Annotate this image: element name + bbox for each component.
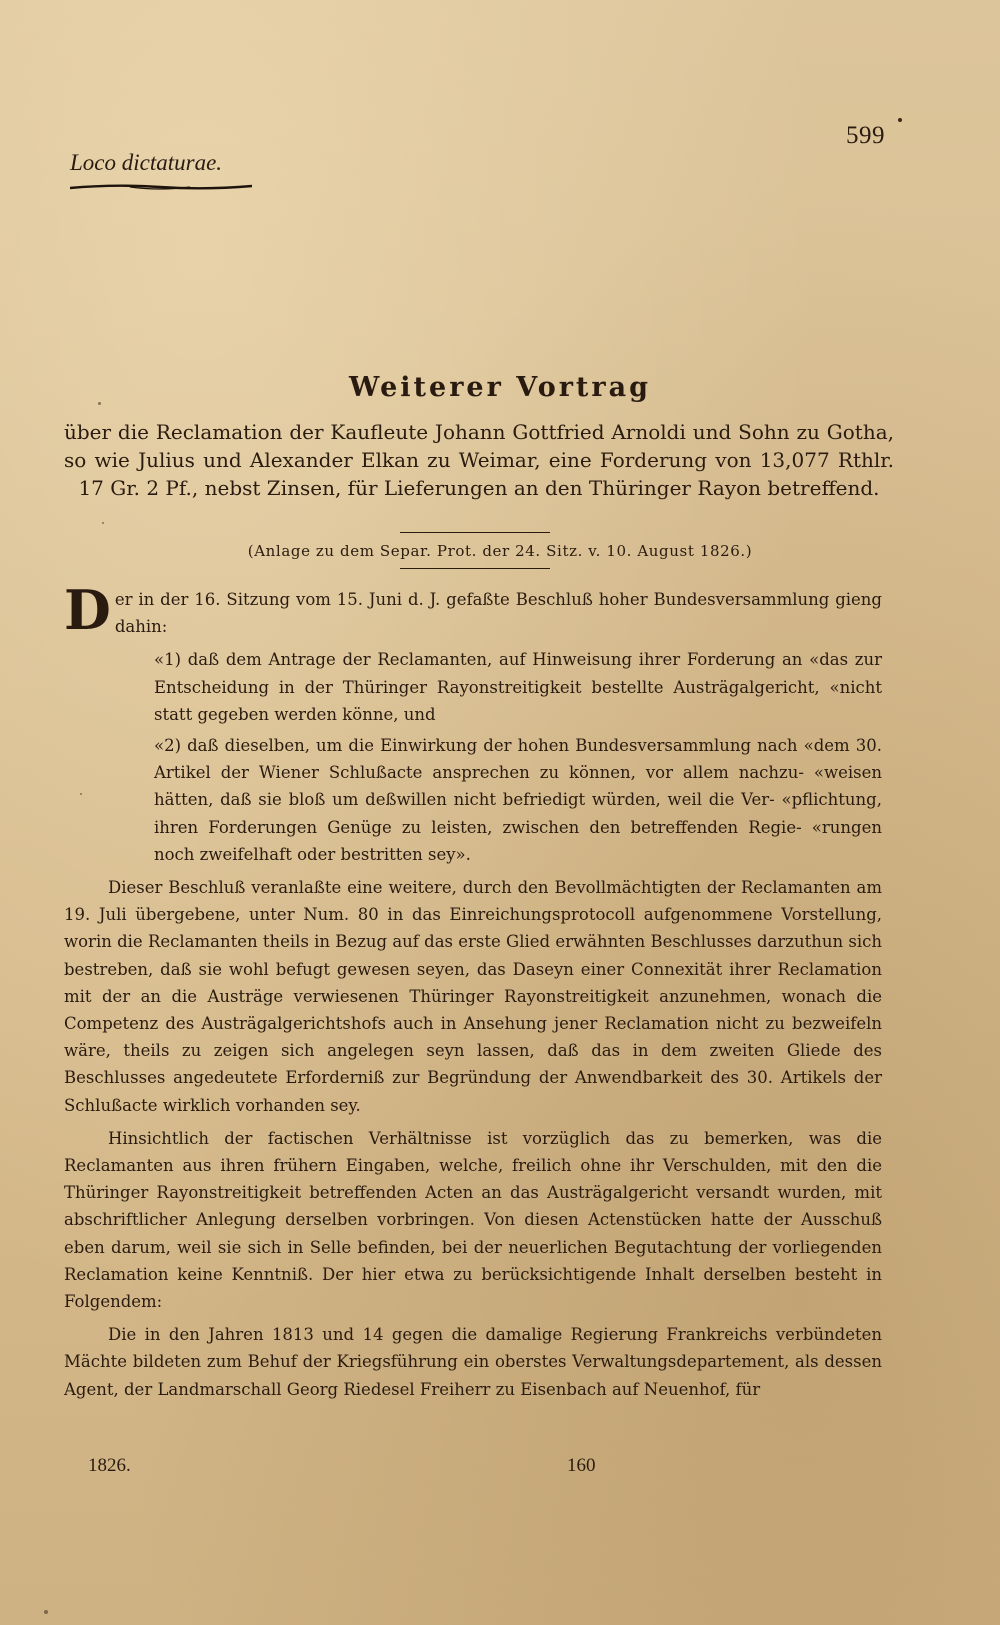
- paragraph: Die in den Jahren 1813 und 14 gegen die damalige Regierung Frankreichs verbündeten Mächte bildeten zum Behuf der Kriegsführung ein oberstes Verwaltungsdepartement, als dessen Agent, der Landmarschall Georg Riedesel Freiherr zu Eisenbach auf Neuenhof, für: [64, 1325, 882, 1399]
- paper-speck: [102, 522, 104, 524]
- paragraph-text: er in der 16. Sitzung vom 15. Juni d. J. gefaßte Beschluß hoher Bundesversammlung gieng dahin:: [114, 590, 882, 637]
- paper-speck: [98, 402, 101, 405]
- paragraph: Hinsichtlich der factischen Verhältnisse ist vorzüglich das zu bemerken, was die Reclamanten aus ihren frühern Eingaben, welche, freilich ohne ihr Verschulden, mit den die Thüringer Rayonstreitigkeit betreffenden Acten an das Austrägalgericht versandt wurden, mit abschriftlicher Anlegung derselben vorbringen. Von diesen Actenstücken hatte der Ausschuß eben darum, weil sie sich in Selle befinden, bei der neuerlichen Begutachtung der vorliegenden Reclamation keine Kenntniß. Der hier etwa zu berücksichtigende Inhalt derselben besteht in Folgendem:: [64, 1128, 882, 1312]
- separator-rule: [400, 532, 550, 533]
- annex-reference: (Anlage zu dem Separ. Prot. der 24. Sitz. v. 10. August 1826.): [247, 542, 753, 560]
- drop-cap: D: [64, 578, 111, 642]
- paragraph: [64, 578, 882, 642]
- separator-rule: [400, 568, 550, 569]
- paragraph: Dieser Beschluß veranlaßte eine weitere, durch den Bevollmächtigten der Reclamanten am 19. Juli übergebene, unter Num. 80 in das Einreichungsprotocoll aufgenommene Vorstellung, worin die Reclamanten theils in Bezug auf das erste Glied erwähnten Beschlusses darzuthun sich bestreben, daß sie wohl befugt gewesen seyen, das Daseyn einer Connexität ihrer Reclamation mit der an die Austräge verwiesenen Thüringer Rayonstreitigkeit anzunehmen, wonach die Competenz des Austrägalgerichtshofs auch in Ansehung jener Reclamation nicht zu bezweifeln wäre, theils zu zeigen sich angelegen seyn lassen, daß das in dem zweiten Gliede des Beschlusses angedeutete Erforderniß zur Begründung der Anwendbarkeit des 30. Artikels der Schlußacte wirklich vorhanden sey.: [64, 878, 882, 1115]
- subtitle-line: über die Reclamation der Kaufleute Johann Gottfried Arnoldi und Sohn zu Gotha,: [64, 420, 894, 444]
- loco-dictaturae-note: Loco dictaturae.: [70, 150, 223, 175]
- footer-signature-number: 160: [567, 1455, 596, 1476]
- paper-speck: [44, 1610, 48, 1614]
- footer-year: 1826.: [88, 1455, 131, 1476]
- quoted-resolution-1: «1) daß dem Antrage der Reclamanten, auf Hinweisung ihrer Forderung an «das zur Entscheidung in der Thüringer Rayonstreitigkeit bestellte Austrägalgericht, «nicht statt gegeben werden könne, und: [154, 650, 882, 724]
- subtitle-line: 17 Gr. 2 Pf., nebst Zinsen, für Lieferungen an den Thüringer Rayon betreffend.: [78, 476, 880, 500]
- subtitle-line: so wie Julius und Alexander Elkan zu Weimar, eine Forderung von 13,077 Rthlr.: [64, 448, 894, 472]
- document-title: Weiterer Vortrag: [348, 372, 651, 403]
- quoted-resolution-2: «2) daß dieselben, um die Einwirkung der hohen Bundesversammlung nach «dem 30. Artikel der Wiener Schlußacte ansprechen zu können, vor allem nachzu- «weisen hätten, daß sie bloß um deßwillen nicht befriedigt würden, weil die Ver- «pflichtung, ihren Forderungen Genüge zu leisten, zwischen den betreffenden Regie- «rungen noch zweifelhaft oder bestritten sey».: [154, 736, 882, 864]
- document-subtitle: [64, 418, 894, 502]
- page-number: 599: [846, 122, 885, 149]
- body-text: [64, 578, 882, 1403]
- decorative-rule: [70, 182, 252, 192]
- paper-speck: [80, 793, 82, 795]
- ink-mark: [898, 118, 902, 122]
